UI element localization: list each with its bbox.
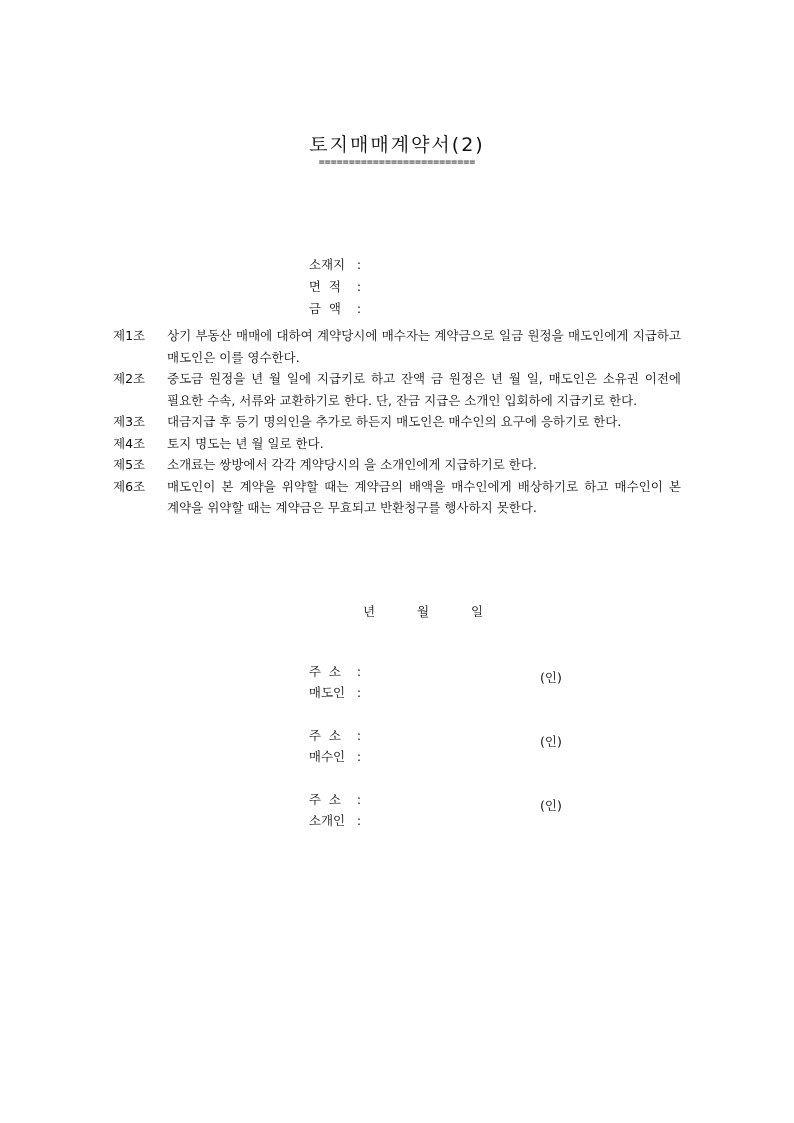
clause-4 [113,433,681,455]
seller-address-label: 주 소 [308,664,342,679]
clause-number: 제2조 [113,371,146,386]
date-day: 일 [471,604,484,619]
property-area-label: 면 적 [308,279,342,294]
seller-row [293,668,361,716]
clause-list [113,325,681,519]
clause-1 [113,325,681,368]
clause-text: 상기 부동산 매매에 대하여 계약당시에 매수자는 계약금으로 일금 원정을 매도인에게 지급하고 매도인은 이를 영수한다. [167,328,681,365]
clause-2 [113,368,681,411]
buyer-sep: : [356,749,362,764]
clause-text: 대금지급 후 등기 명의인을 추가로 하든지 매도인은 매수인의 요구에 응하기로 한다. [167,414,622,429]
seller-address-sep: : [356,664,362,679]
seller-seal: (인) [540,670,562,685]
broker-row [293,796,361,844]
clause-number: 제4조 [113,435,146,451]
buyer-address-label: 주 소 [308,728,342,743]
clause-number: 제3조 [113,414,146,429]
date-year: 년 [363,604,376,619]
clause-number: 제1조 [113,328,146,343]
buyer-seal: (인) [540,734,562,749]
property-amount-sep: : [356,301,362,316]
property-area-sep: : [356,279,362,294]
broker-label: 소개인 [308,813,346,828]
broker-seal: (인) [540,798,562,813]
seller-label: 매도인 [308,685,346,700]
clause-5 [113,454,681,476]
clause-6 [113,476,681,519]
seller-sep: : [356,685,362,700]
broker-sep: : [356,813,362,828]
buyer-label: 매수인 [308,749,346,764]
clause-number: 제5조 [113,457,146,472]
clause-number: 제6조 [113,478,146,494]
clause-text: 매도인이 본 계약을 위약할 때는 계약금의 배액을 매수인에게 배상하기로 하고 매수인이 본 계약을 위약할 때는 계약금은 무효되고 반환청구를 행사하지 못한다. [167,478,681,515]
clause-text: 소개료는 쌍방에서 각각 계약당시의 을 소개인에게 지급하기로 한다. [167,457,537,472]
title-underline: ========================== [318,157,476,168]
buyer-row [293,732,361,780]
document-title: 토지매매계약서(2) [309,134,485,156]
clause-text: 토지 명도는 년 월 일로 한다. [167,435,324,451]
broker-address-label: 주 소 [308,792,342,807]
clause-3 [113,411,681,433]
clause-text: 중도금 원정을 년 월 일에 지급키로 하고 잔액 금 원정은 년 월 일, 매도인은 소유권 이전에 필요한 수속, 서류와 교환하기로 한다. 단, 잔금 지급은 소개인 입회하에 지급키로 한다. [167,371,681,408]
property-location-sep: : [356,257,362,272]
buyer-address-sep: : [356,728,362,743]
date-month: 월 [417,604,430,619]
broker-address-sep: : [356,792,362,807]
property-amount-label: 금 액 [308,301,342,316]
property-location-label: 소재지 [308,257,346,272]
